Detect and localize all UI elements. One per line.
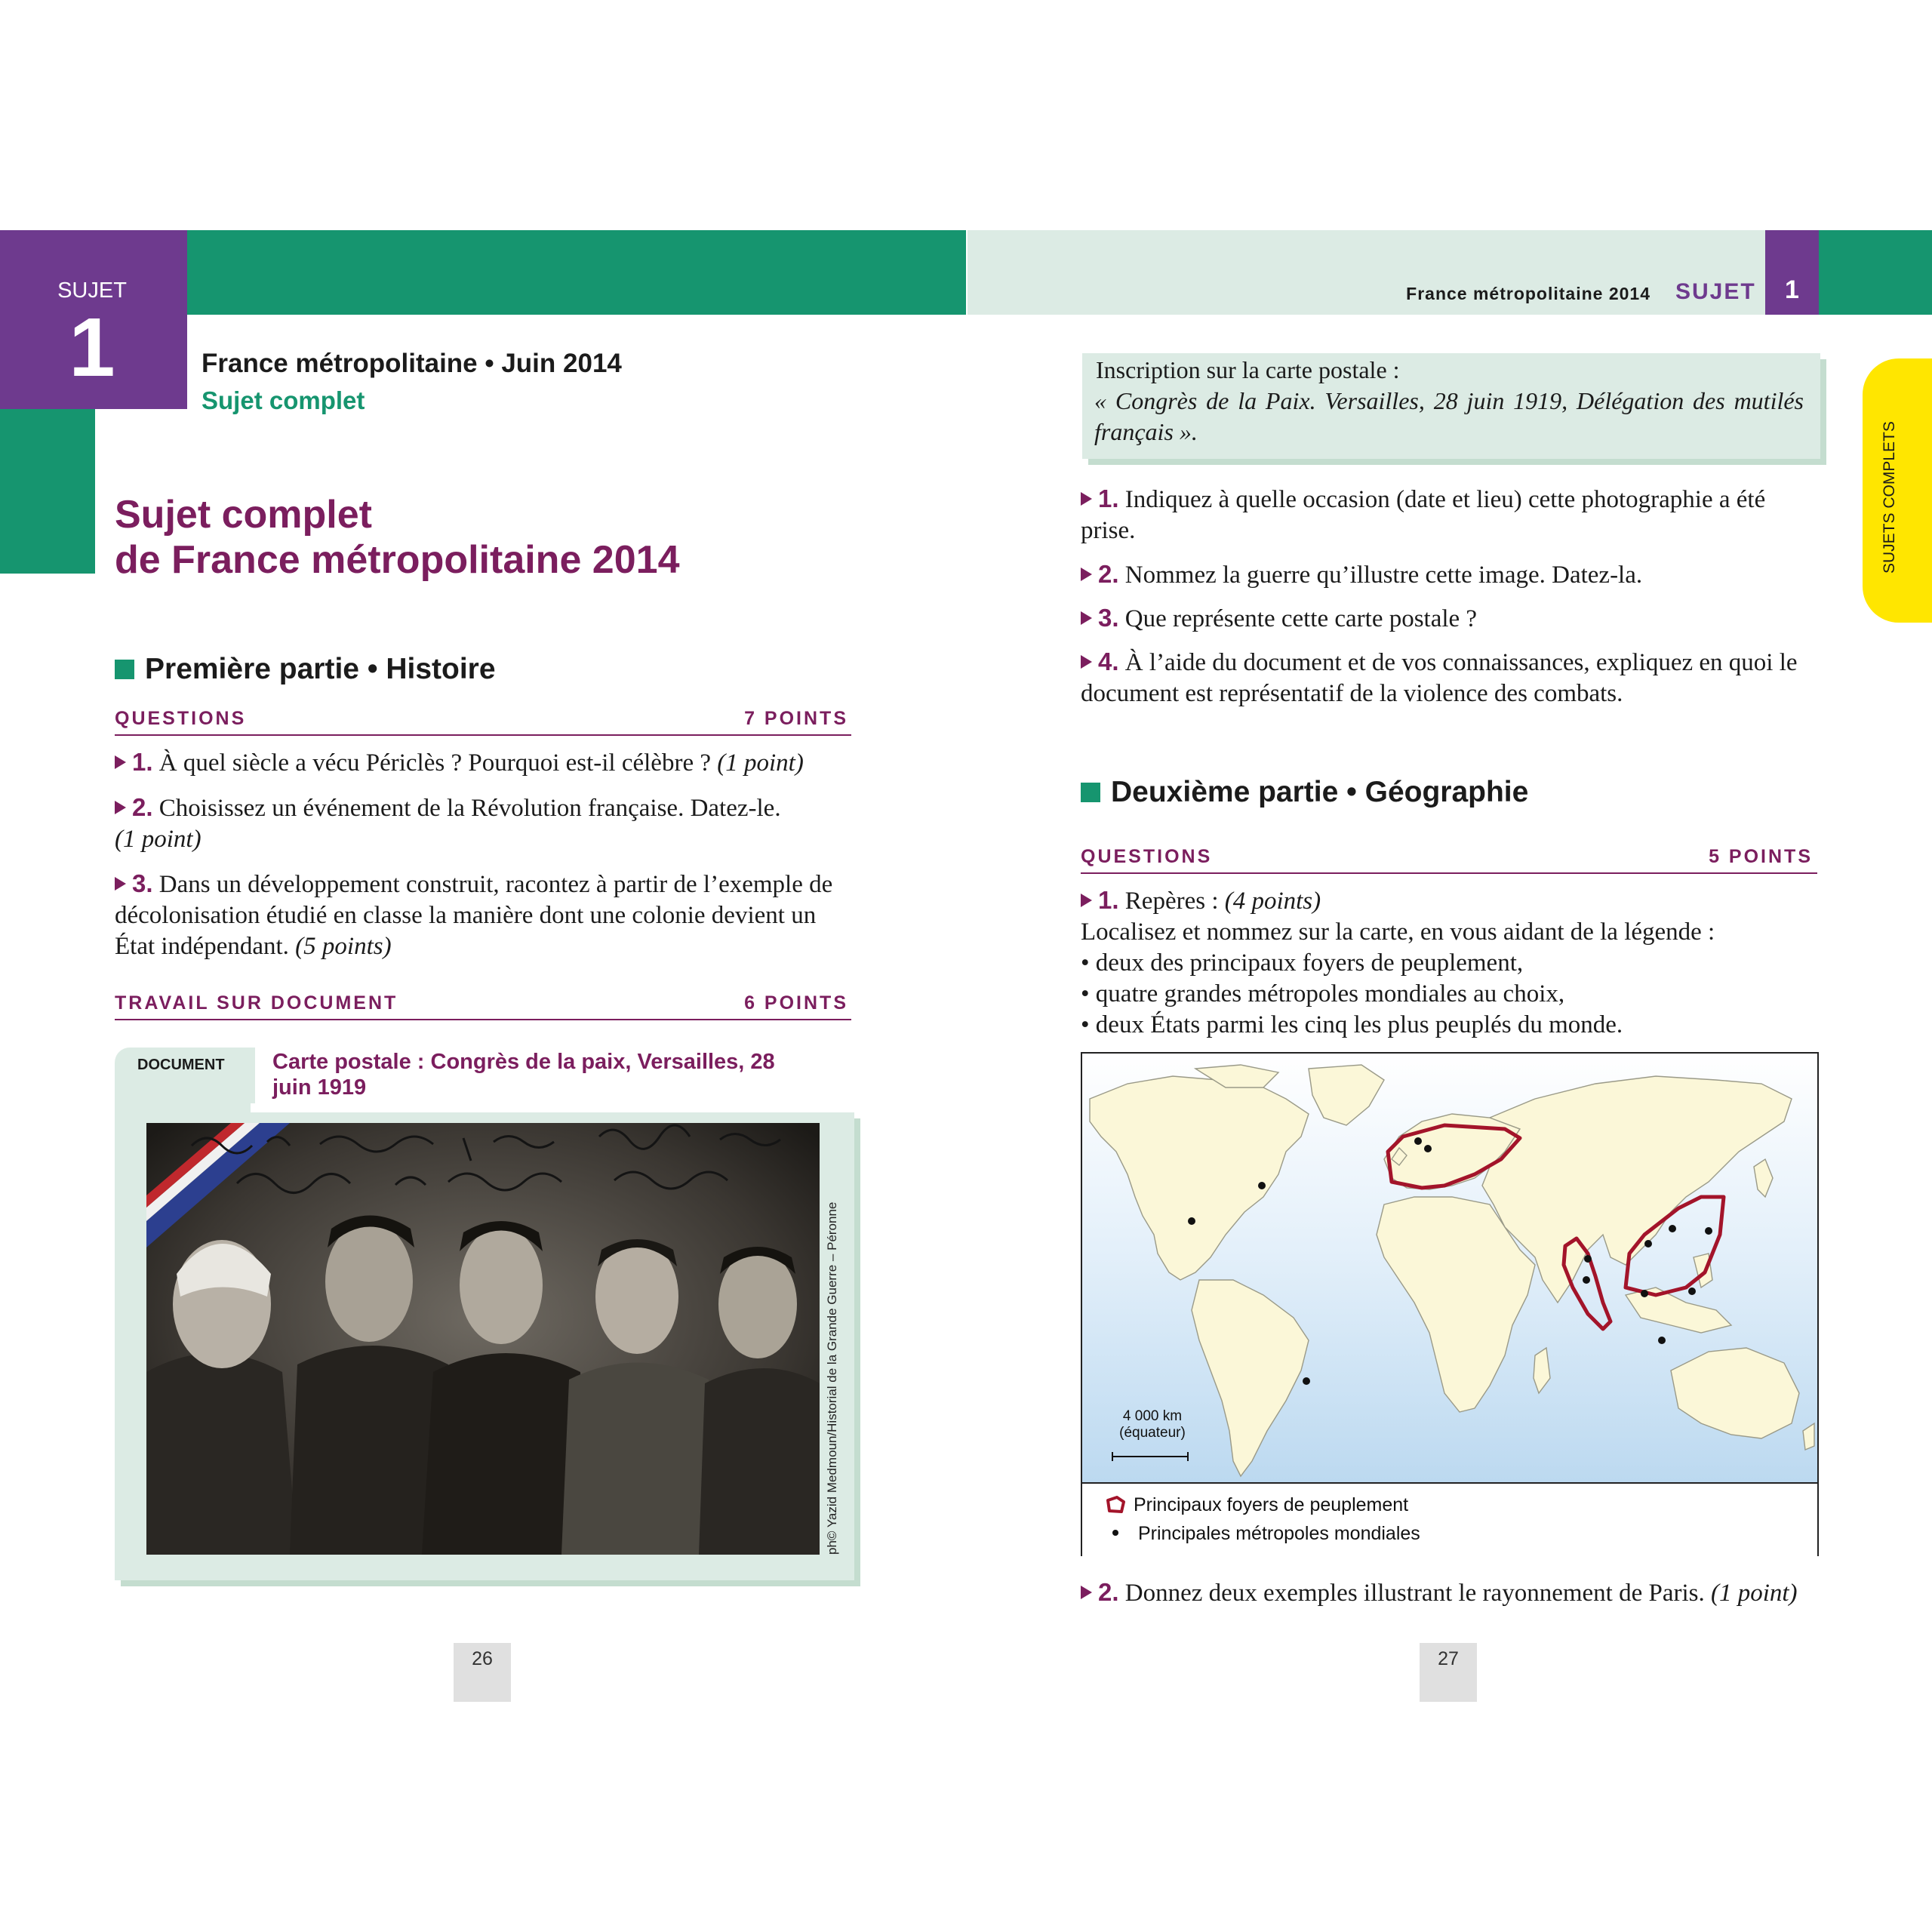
inscription-quote: « Congrès de la Paix. Versailles, 28 juin 1919, Délégation des mutilés français ». bbox=[1094, 387, 1804, 445]
triangle-bullet-icon bbox=[1081, 568, 1092, 581]
doc-work-points: 6 POINTS bbox=[744, 992, 848, 1014]
sujet-tab-number: 1 bbox=[69, 301, 115, 394]
doc-question-3: 3. Que représente cette carte postale ? bbox=[1081, 602, 1820, 635]
geo-questions-points: 5 POINTS bbox=[1709, 846, 1813, 867]
history-question-1: 1. À quel siècle a vécu Périclès ? Pourquoi est-il célèbre ? (1 point) bbox=[115, 746, 854, 779]
geo-question-1: 1. Repères : (4 points) Localisez et nommez sur la carte, en vous aidant de la légende : • deux des principaux foyers de peuplement, • quatre grandes métropoles mondiales au choix, • deux États parmi les cinq les plus peuplés du monde. bbox=[1081, 884, 1820, 1041]
main-title-line1: Sujet complet bbox=[115, 493, 372, 537]
doc-question-4: 4. À l’aide du document et de vos connaissances, expliquez en quoi le document est représentatif de la violence des combats. bbox=[1081, 648, 1798, 707]
right-header-sujet: SUJET bbox=[1675, 279, 1756, 304]
right-header-number: 1 bbox=[1785, 275, 1799, 304]
question-text: Indiquez à quelle occasion (date et lieu) cette photographie a été prise. bbox=[1081, 486, 1766, 544]
exam-subtitle: Sujet complet bbox=[202, 386, 365, 414]
sujet-tab-label: SUJET bbox=[57, 278, 127, 303]
legend-item-foci: Principaux foyers de peuplement bbox=[1105, 1494, 1408, 1516]
legend-item-metropoles: Principales métropoles mondiales bbox=[1105, 1523, 1420, 1545]
main-title-line2: de France métropolitaine 2014 bbox=[115, 538, 680, 582]
geo-questions-header bbox=[1081, 844, 1817, 874]
right-header-text: France métropolitaine 2014 bbox=[1406, 284, 1651, 303]
right-header-green-end bbox=[1819, 230, 1932, 315]
doc-work-header bbox=[115, 991, 851, 1020]
document-title-accent bbox=[251, 1048, 255, 1103]
square-bullet-icon bbox=[115, 660, 134, 679]
part1-heading bbox=[115, 653, 496, 686]
doc-question-1: 1. Indiquez à quelle occasion (date et lieu) cette photographie a été prise. bbox=[1081, 485, 1766, 544]
sujets-complets-tab[interactable] bbox=[1863, 358, 1932, 623]
world-map-frame bbox=[1081, 1052, 1819, 1556]
question-points: (1 point) bbox=[115, 826, 202, 853]
dot-icon bbox=[1112, 1530, 1118, 1536]
doc-work-label: TRAVAIL SUR DOCUMENT bbox=[115, 992, 398, 1014]
right-header-number-box bbox=[1765, 230, 1819, 315]
map-scale-label: 4 000 km (équateur) bbox=[1119, 1408, 1186, 1441]
history-question-3: 3. Dans un développement construit, racontez à partir de l’exemple de décolonisation étudié en classe la manière dont une colonie devient un État indépendant. (5 points) bbox=[115, 869, 833, 960]
question-points: (1 point) bbox=[1710, 1580, 1798, 1607]
photo-credit: ph© Yazid Medmoun/Historial de la Grande Guerre – Péronne bbox=[825, 1201, 839, 1555]
question-text: Choisissez un événement de la Révolution française. Datez-le. bbox=[158, 795, 781, 822]
document-title: Carte postale : Congrès de la paix, Versailles, 28 juin 1919 bbox=[272, 1050, 775, 1100]
question-text: À l’aide du document et de vos connaissances, expliquez en quoi le document est représentatif de la violence des combats. bbox=[1081, 649, 1798, 707]
question-text: Que représente cette carte postale ? bbox=[1124, 605, 1478, 632]
history-question-2: 2. Choisissez un événement de la Révolution française. Datez-le. (1 point) bbox=[115, 793, 781, 853]
triangle-bullet-icon bbox=[1081, 492, 1092, 506]
questions-header bbox=[115, 706, 851, 736]
map-legend bbox=[1082, 1482, 1817, 1556]
triangle-bullet-icon bbox=[1081, 655, 1092, 669]
question-points: (1 point) bbox=[717, 749, 804, 777]
geo-questions-label: QUESTIONS bbox=[1081, 846, 1213, 867]
questions-label: QUESTIONS bbox=[115, 708, 247, 729]
part1-heading-text: Première partie • Histoire bbox=[145, 653, 496, 685]
question-points: (5 points) bbox=[295, 933, 392, 960]
part2-heading-text: Deuxième partie • Géographie bbox=[1111, 776, 1529, 808]
geo-q1-intro: Localisez et nommez sur la carte, en vous aidant de la légende : bbox=[1081, 918, 1715, 946]
geo-q1-label: Repères : bbox=[1124, 888, 1219, 915]
geo-q1-points: (4 points) bbox=[1224, 888, 1321, 915]
triangle-bullet-icon bbox=[115, 877, 126, 891]
geo-q1-bullet-2: • quatre grandes métropoles mondiales au choix, bbox=[1081, 980, 1565, 1008]
triangle-bullet-icon bbox=[115, 755, 126, 769]
foci-outline-icon bbox=[1105, 1496, 1126, 1514]
document-tag-box bbox=[115, 1048, 251, 1123]
triangle-bullet-icon bbox=[115, 801, 126, 814]
geo-q1-bullet-3: • deux États parmi les cinq les plus peuplés du monde. bbox=[1081, 1011, 1623, 1038]
postcard-photo bbox=[146, 1123, 820, 1555]
left-page-number: 26 bbox=[454, 1643, 511, 1702]
right-page-number: 27 bbox=[1420, 1643, 1477, 1702]
question-text: Dans un développement construit, racontez à partir de l’exemple de décolonisation étudié en classe la manière dont une colonie devient un État indépendant. bbox=[115, 871, 833, 960]
question-text: Donnez deux exemples illustrant le rayonnement de Paris. bbox=[1124, 1580, 1705, 1607]
doc-question-2: 2. Nommez la guerre qu’illustre cette image. Datez-la. bbox=[1081, 558, 1820, 591]
sujet-tab bbox=[0, 230, 187, 409]
square-bullet-icon bbox=[1081, 783, 1100, 802]
triangle-bullet-icon bbox=[1081, 1586, 1092, 1599]
question-text: À quel siècle a vécu Périclès ? Pourquoi est-il célèbre ? bbox=[158, 749, 711, 777]
geo-question-2: 2. Donnez deux exemples illustrant le rayonnement de Paris. (1 point) bbox=[1081, 1577, 1828, 1609]
geo-q1-bullet-1: • deux des principaux foyers de peuplement, bbox=[1081, 949, 1524, 977]
main-title bbox=[115, 492, 680, 583]
exam-title: France métropolitaine • Juin 2014 bbox=[202, 349, 622, 378]
inscription-intro: Inscription sur la carte postale : bbox=[1096, 356, 1400, 383]
sujets-complets-label: SUJETS COMPLETS bbox=[1881, 421, 1898, 574]
questions-points: 7 POINTS bbox=[744, 708, 848, 729]
part2-heading bbox=[1081, 776, 1528, 809]
triangle-bullet-icon bbox=[1081, 611, 1092, 625]
question-text: Nommez la guerre qu’illustre cette image. Datez-la. bbox=[1124, 561, 1643, 589]
document-tag: DOCUMENT bbox=[137, 1057, 225, 1073]
triangle-bullet-icon bbox=[1081, 894, 1092, 907]
left-side-green-block bbox=[0, 408, 95, 574]
